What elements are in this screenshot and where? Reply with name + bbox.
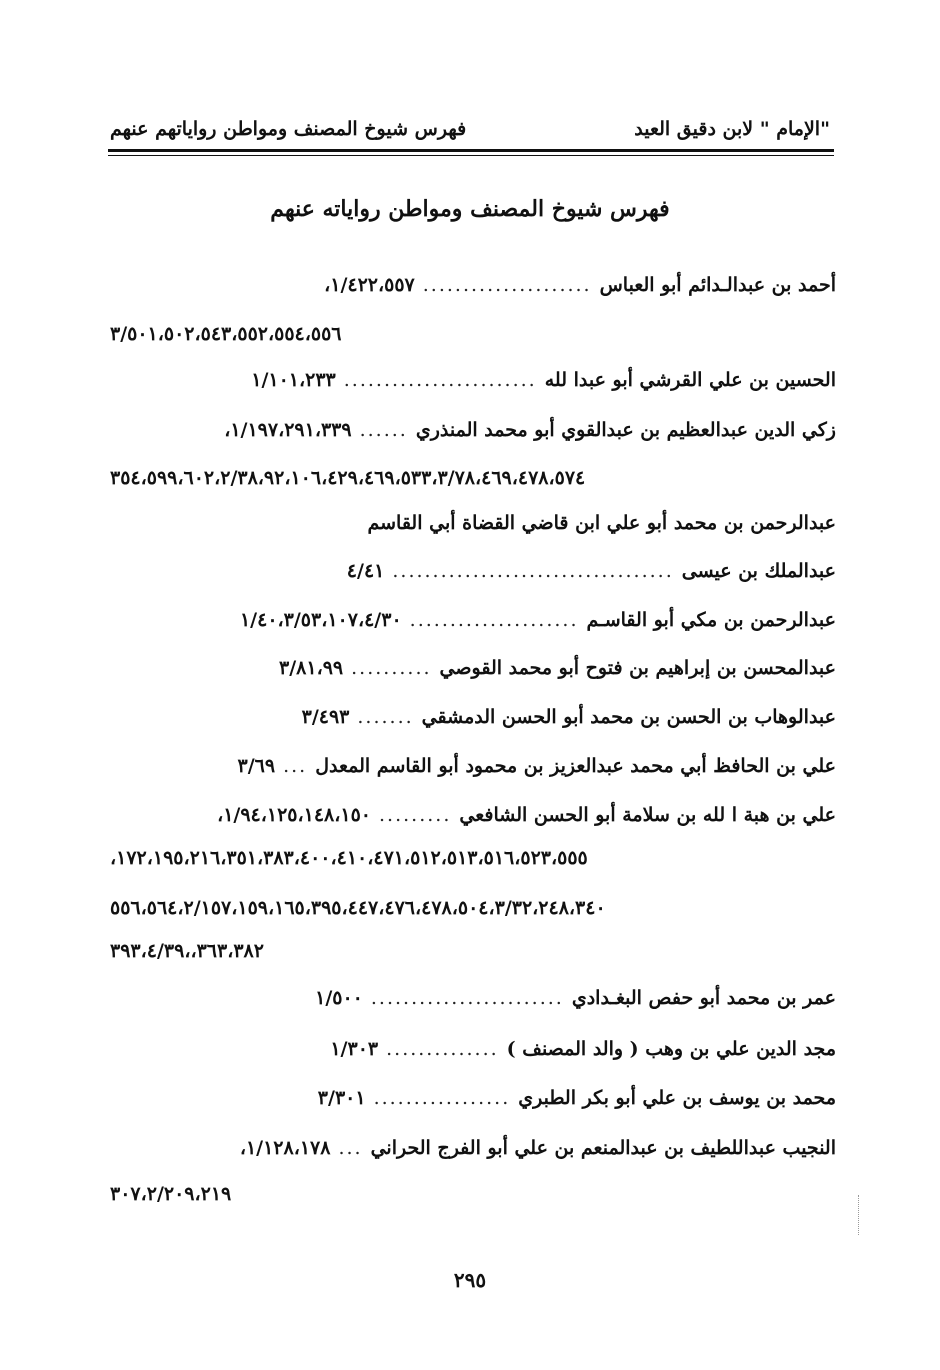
entry-references: ١/١٠١،٢٣٣ <box>251 369 336 391</box>
leader-dots: ..................... <box>409 609 579 631</box>
entry-references-continued: ٥٥٦،٥٦٤،٢/١٥٧،١٥٩،١٦٥،٣٩٥،٤٤٧،٤٧٦،٤٧٨،٥٠٤،٣/٣٢،٢٤٨،٣٤٠ <box>110 897 606 919</box>
entry-name: الحسين بن علي القرشي أبو عبدا لله <box>544 369 836 391</box>
entry-references: ١/٤٠،٣/٥٣،١٠٧،٤/٣٠ <box>239 609 402 631</box>
leader-dots: ..................... <box>422 274 592 296</box>
header-rule-thick <box>108 149 834 152</box>
entry-name: عمر بن محمد أبو حفص البغـدادي <box>571 987 836 1009</box>
leader-dots: ......... <box>379 804 452 826</box>
leader-dots: ........................ <box>343 369 537 391</box>
entry-references: ١/٩٤،١٢٥،١٤٨،١٥٠، <box>217 804 372 826</box>
leader-dots: ................. <box>373 1087 511 1109</box>
entry-references-continued: ٣٦٣،٣٨٢،،٣٩٣،٤/٣٩ <box>110 940 264 962</box>
leader-dots: ........................ <box>370 987 564 1009</box>
index-entry <box>110 410 836 450</box>
header-rule-thin <box>108 155 834 156</box>
entry-name: مجد الدين علي بن وهب ( والد المصنف ) <box>506 1038 836 1060</box>
entry-name: عبدالمحسن بن إبراهيم بن فتوح أبو محمد القوصي <box>439 657 836 679</box>
entry-name: عبدالرحمن بن مكي أبو القاسـم <box>586 609 836 631</box>
leader-dots: ...... <box>359 419 408 441</box>
leader-dots: ... <box>338 1137 363 1159</box>
index-entry <box>110 1128 836 1168</box>
leader-dots: ....... <box>357 706 414 728</box>
leader-dots: ................................... <box>392 560 674 582</box>
entry-references: ١/٤٢٢،٥٥٧، <box>324 274 415 296</box>
entry-name: النجيب عبداللطيف بن عبدالمنعم بن علي أبو الفرج الحراني <box>370 1137 836 1159</box>
entry-name: علي بن هبة ا لله بن سلامة أبو الحسن الشافعي <box>459 804 836 826</box>
entry-references-continued: ٣٥٤،٥٩٩،٦٠٢،٢/٣٨،٩٢،١٠٦،٤٢٩،٤٦٩،٥٣٣،٣/٧٨،٤٦٩،٤٧٨،٥٧٤ <box>110 467 586 489</box>
entry-name: عبدالرحمن بن محمد أبو علي ابن قاضي القضاة أبي القاسم <box>367 512 836 534</box>
header-book-title: "الإمام " لابن دقيق العيد <box>634 118 830 140</box>
index-entry <box>110 360 836 400</box>
index-entry <box>110 600 836 640</box>
entry-references: ١/٥٠٠ <box>315 987 363 1009</box>
entry-references: ٣/٣٠١ <box>317 1087 366 1109</box>
index-entry <box>110 746 836 786</box>
index-entry <box>110 978 836 1018</box>
index-entry <box>110 551 836 591</box>
entry-name: عبدالملك بن عيسى <box>681 560 836 582</box>
entry-references: ٣/٤٩٣ <box>301 706 350 728</box>
leader-dots: .......... <box>351 657 432 679</box>
entry-references: ١/١٢٨،١٧٨، <box>239 1137 331 1159</box>
entry-name: عبدالوهاب بن الحسن بن محمد أبو الحسن الدمشقي <box>421 706 836 728</box>
page-edge-mark <box>858 1195 861 1235</box>
entry-references: ٣/٨١،٩٩ <box>279 657 344 679</box>
index-entry <box>110 265 836 305</box>
leader-dots: .............. <box>386 1038 499 1060</box>
page-title: فهرس شيوخ المصنف ومواطن رواياته عنهم <box>270 196 670 222</box>
entry-references: ١/١٩٧،٢٩١،٣٣٩، <box>224 419 352 441</box>
entry-references-continued: ٣٠٧،٢/٢٠٩،٢١٩ <box>110 1183 232 1205</box>
entry-references-continued: ٣/٥٠١،٥٠٢،٥٤٣،٥٥٢،٥٥٤،٥٥٦ <box>110 323 342 345</box>
running-header <box>110 112 830 146</box>
entry-references-continued: ١٧٢،١٩٥،٢١٦،٣٥١،٣٨٣،٤٠٠،٤١٠،٤٧١،٥١٢،٥١٣،٥١٦،٥٢٣،٥٥٥، <box>110 847 588 869</box>
page-number: ٢٩٥ <box>453 1268 487 1292</box>
entry-references: ١/٣٠٣ <box>330 1038 379 1060</box>
entry-references: ٤/٤١ <box>346 560 385 582</box>
header-section-title: فهرس شيوخ المصنف ومواطن رواياتهم عنهم <box>110 118 467 140</box>
index-entry <box>110 795 836 835</box>
entry-references: ٣/٦٩ <box>237 755 276 777</box>
leader-dots: ... <box>283 755 308 777</box>
entry-name: أحمد بن عبدالـدائم أبو العباس <box>599 274 836 296</box>
index-entry <box>110 1078 836 1118</box>
entry-name: زكي الدين عبدالعظيم بن عبدالقوي أبو محمد المنذري <box>415 419 836 441</box>
index-entry <box>110 697 836 737</box>
entry-name: علي بن الحافظ أبي محمد عبدالعزيز بن محمود أبو القاسم المعدل <box>315 755 836 777</box>
index-entry <box>110 648 836 688</box>
index-entry <box>110 503 836 543</box>
index-entry <box>110 1029 836 1069</box>
entry-name: محمد بن يوسف بن علي أبو بكر الطبري <box>518 1087 836 1109</box>
